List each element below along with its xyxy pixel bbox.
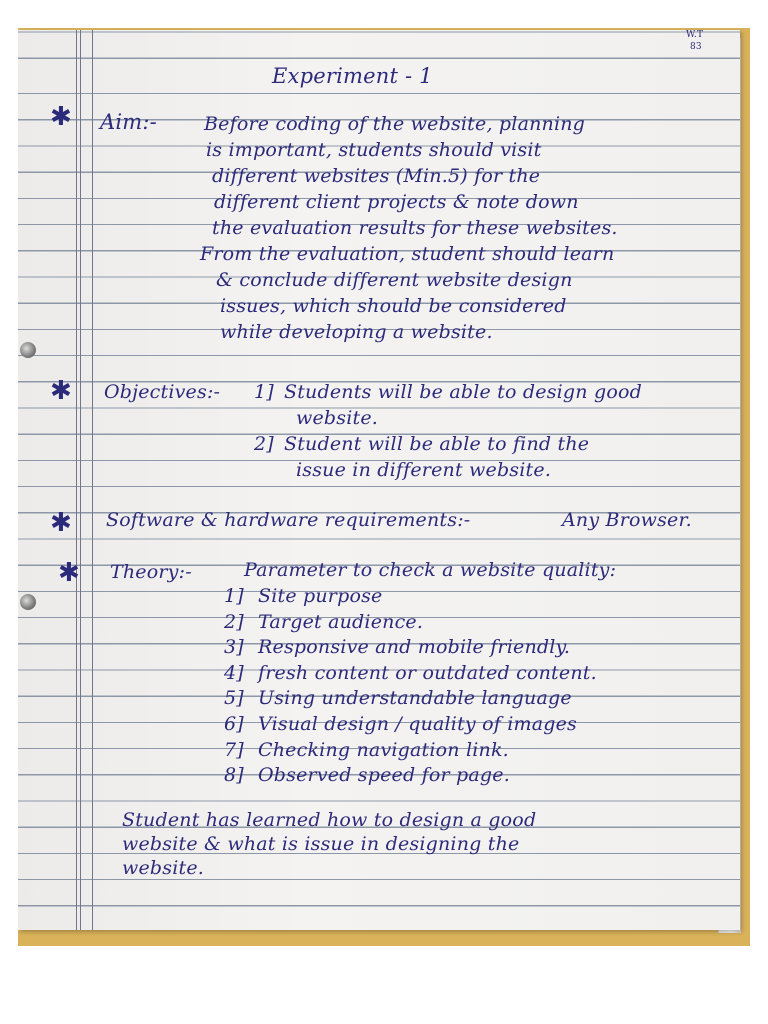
aim-line: issues, which should be considered [220,295,567,317]
aim-line: different client projects & note down [214,191,579,213]
objective-line: Student will be able to find the [284,433,590,455]
theory-item-number: 7] [224,738,244,761]
aim-label: Aim:- [100,110,157,134]
theory-label: Theory:- [110,561,192,583]
asterisk-bullet-icon: ✱ [50,102,72,132]
conclusion-line: website & what is issue in designing the [122,833,520,855]
theory-item-number: 3] [224,636,244,659]
theory-item-number: 4] [224,661,244,684]
objectives-label: Objectives:- [104,381,221,403]
theory-item-number: 6] [224,713,244,735]
theory-item-text: Checking navigation link. [258,738,509,761]
corner-note: W.T [686,30,704,40]
aim-line: is important, students should visit [206,139,542,161]
aim-line: the evaluation results for these websites. [212,217,618,239]
theory-item-number: 1] [224,585,244,607]
asterisk-bullet-icon: ✱ [50,508,72,538]
theory-item-number: 5] [224,687,244,710]
aim-line: & conclude different website design [216,269,573,291]
objective-line: website. [296,407,379,429]
corner-note: 83 [690,42,702,52]
asterisk-bullet-icon: ✱ [58,558,80,588]
theory-item-number: 2] [224,610,244,633]
requirements-label: Software & hardware requirements:- [106,509,471,531]
theory-item-text: Responsive and mobile friendly. [258,636,571,659]
objective-number: 2] [254,433,274,455]
theory-item-text: Site purpose [258,585,383,607]
aim-line: Before coding of the website, planning [204,113,586,135]
notebook-page [18,30,740,930]
theory-item-text: Observed speed for page. [258,764,510,787]
conclusion-line: website. [122,857,205,879]
margin-line [92,30,93,930]
theory-item-text: Target audience. [258,610,424,633]
requirements-value: Any Browser. [562,509,692,531]
binder-ring-icon [20,342,36,358]
theory-item-number: 8] [224,764,244,787]
theory-item-text: Visual design / quality of images [258,713,577,735]
binder-ring-icon [20,594,36,610]
asterisk-bullet-icon: ✱ [50,376,72,406]
page-title: Experiment - 1 [272,64,433,88]
theory-heading: Parameter to check a website quality: [244,559,617,581]
objective-number: 1] [254,381,274,403]
theory-item-text: Using understandable language [258,687,572,710]
conclusion-line: Student has learned how to design a good [122,809,537,831]
theory-item-text: fresh content or outdated content. [258,661,597,684]
margin-line [80,30,81,930]
notebook-photo [18,28,750,946]
margin-line [76,30,77,930]
aim-line: different websites (Min.5) for the [212,165,541,187]
aim-line: while developing a website. [220,321,493,343]
objective-line: issue in different website. [296,459,552,481]
aim-line: From the evaluation, student should learn [200,243,615,265]
objective-line: Students will be able to design good [284,381,642,403]
